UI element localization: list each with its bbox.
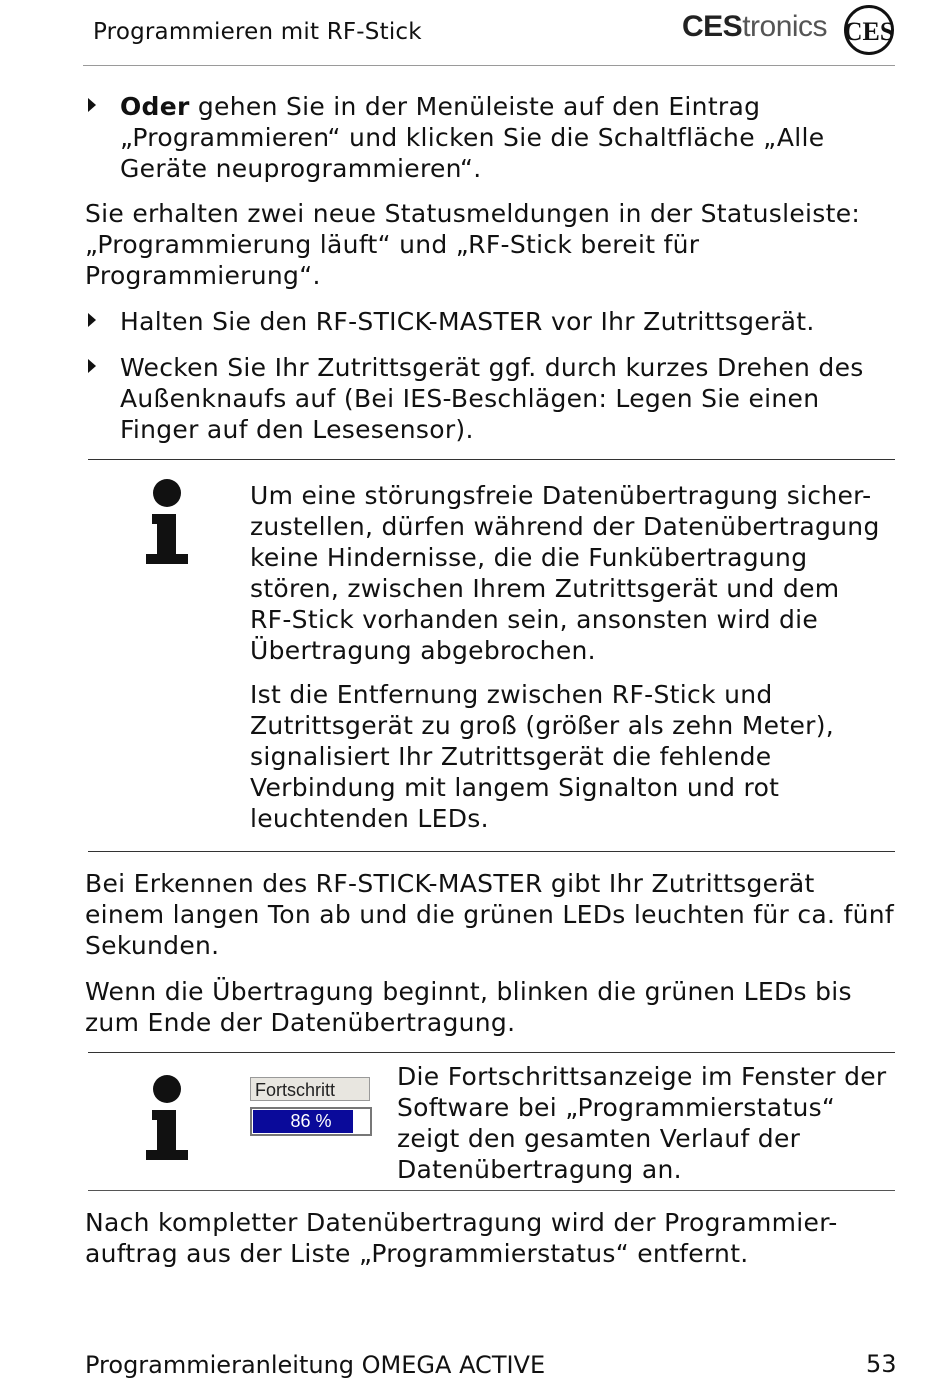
note-1-p1-line-3: stören, zwischen Ihrem Zutrittsgerät und dem [250, 574, 840, 603]
note-1-p2-line-0: Ist die Entfernung zwischen RF-Stick und [250, 680, 773, 709]
para-2-line-1: einem langen Ton ab und die grünen LEDs leuchten für ca. fünf [85, 900, 895, 929]
note-2-bottom-rule [88, 1190, 895, 1191]
note-2-line-3: Datenübertragung an. [397, 1155, 682, 1184]
para-4-line-0: Nach kompletter Datenübertragung wird der Programmier- [85, 1208, 838, 1237]
progress-label: Fortschritt [250, 1077, 370, 1101]
bullet-1-line-0 [120, 91, 824, 122]
paragraph-4 [85, 1207, 838, 1269]
note-2-line-0: Die Fortschrittsanzeige im Fenster der [397, 1062, 887, 1091]
info-icon [142, 1074, 196, 1162]
bullet-3 [120, 352, 864, 445]
bullet-1-bold: Oder [120, 92, 190, 121]
bullet-3-line-0: Wecken Sie Ihr Zutrittsgerät ggf. durch kurzes Drehen des [120, 353, 864, 382]
para-1-line-2: Programmierung“. [85, 261, 321, 290]
bullet-1-line-1: „Programmieren“ und klicken Sie die Schaltfläche „Alle [120, 123, 825, 152]
para-3-line-0: Wenn die Übertragung beginnt, blinken die grünen LEDs bis [85, 977, 852, 1006]
note-2-line-2: zeigt den gesamten Verlauf der [397, 1124, 801, 1153]
bullet-2-line-0: Halten Sie den RF-STICK-MASTER vor Ihr Zutrittsgerät. [120, 307, 815, 336]
note-1-p1-line-0: Um eine störungsfreie Datenübertragung sicher- [250, 481, 872, 510]
note-1-p1-line-4: RF-Stick vorhanden sein, ansonsten wird die [250, 605, 819, 634]
note-1-paragraph-2 [250, 679, 834, 834]
para-4-line-1: auftrag aus der Liste „Programmierstatus“ entfernt. [85, 1239, 749, 1268]
footer-manual-title: Programmieranleitung OMEGA ACTIVE [85, 1351, 546, 1379]
note-1-p1-line-1: zustellen, dürfen während der Datenübertragung [250, 512, 880, 541]
paragraph-1 [85, 198, 860, 291]
progress-percent: 86 % [290, 1111, 332, 1131]
ces-logo-icon [843, 4, 895, 56]
para-1-line-0: Sie erhalten zwei neue Statusmeldungen in der Statusleiste: [85, 199, 861, 228]
info-icon [142, 478, 196, 566]
bullet-1-line-2: Geräte neuprogrammieren“. [120, 154, 482, 183]
header-title: Programmieren mit RF-Stick [93, 19, 422, 45]
note-2-paragraph [397, 1061, 887, 1185]
para-2-line-0: Bei Erkennen des RF-STICK-MASTER gibt Ihr Zutrittsgerät [85, 869, 815, 898]
bullet-icon [88, 359, 96, 373]
bullet-icon [88, 313, 96, 327]
bullet-1-line-0-text: gehen Sie in der Menüleiste auf den Eintrag [197, 92, 761, 121]
para-3-line-1: zum Ende der Datenübertragung. [85, 1008, 516, 1037]
bullet-2 [120, 306, 815, 337]
paragraph-3 [85, 976, 852, 1038]
note-2-line-1: Software bei „Programmierstatus“ [397, 1093, 836, 1122]
note-1-top-rule [88, 459, 895, 460]
note-1-p2-line-1: Zutrittsgerät zu groß (größer als zehn Meter), [250, 711, 835, 740]
bullet-3-line-1: Außenknaufs auf (Bei IES-Beschlägen: Legen Sie einen [120, 384, 820, 413]
page-number: 53 [866, 1350, 897, 1378]
note-1-p2-line-2: signalisiert Ihr Zutrittsgerät die fehlende [250, 742, 772, 771]
paragraph-2 [85, 868, 894, 961]
note-1-p2-line-3: Verbindung mit langem Signalton und rot [250, 773, 780, 802]
note-2-top-rule [88, 1052, 895, 1053]
logo-text: CES [843, 17, 895, 46]
note-1-bottom-rule [88, 851, 895, 852]
bullet-3-line-2: Finger auf den Lesesensor). [120, 415, 474, 444]
bullet-icon [88, 98, 96, 112]
progress-widget [250, 1077, 372, 1136]
brand-bold: CES [682, 10, 743, 43]
para-1-line-1: „Programmierung läuft“ und „RF-Stick bereit für [85, 230, 700, 259]
note-1-p1-line-5: Übertragung abgebrochen. [250, 636, 596, 665]
header-rule [83, 65, 895, 66]
progress-bar [250, 1107, 372, 1136]
note-1-paragraph-1 [250, 480, 880, 666]
brand-light: tronics [742, 10, 828, 43]
para-2-line-2: Sekunden. [85, 931, 220, 960]
note-1-p1-line-2: keine Hindernisse, die die Funkübertragung [250, 543, 808, 572]
brand-wordmark [682, 10, 827, 44]
note-1-p2-line-4: leuchtenden LEDs. [250, 804, 489, 833]
bullet-1 [120, 91, 824, 184]
